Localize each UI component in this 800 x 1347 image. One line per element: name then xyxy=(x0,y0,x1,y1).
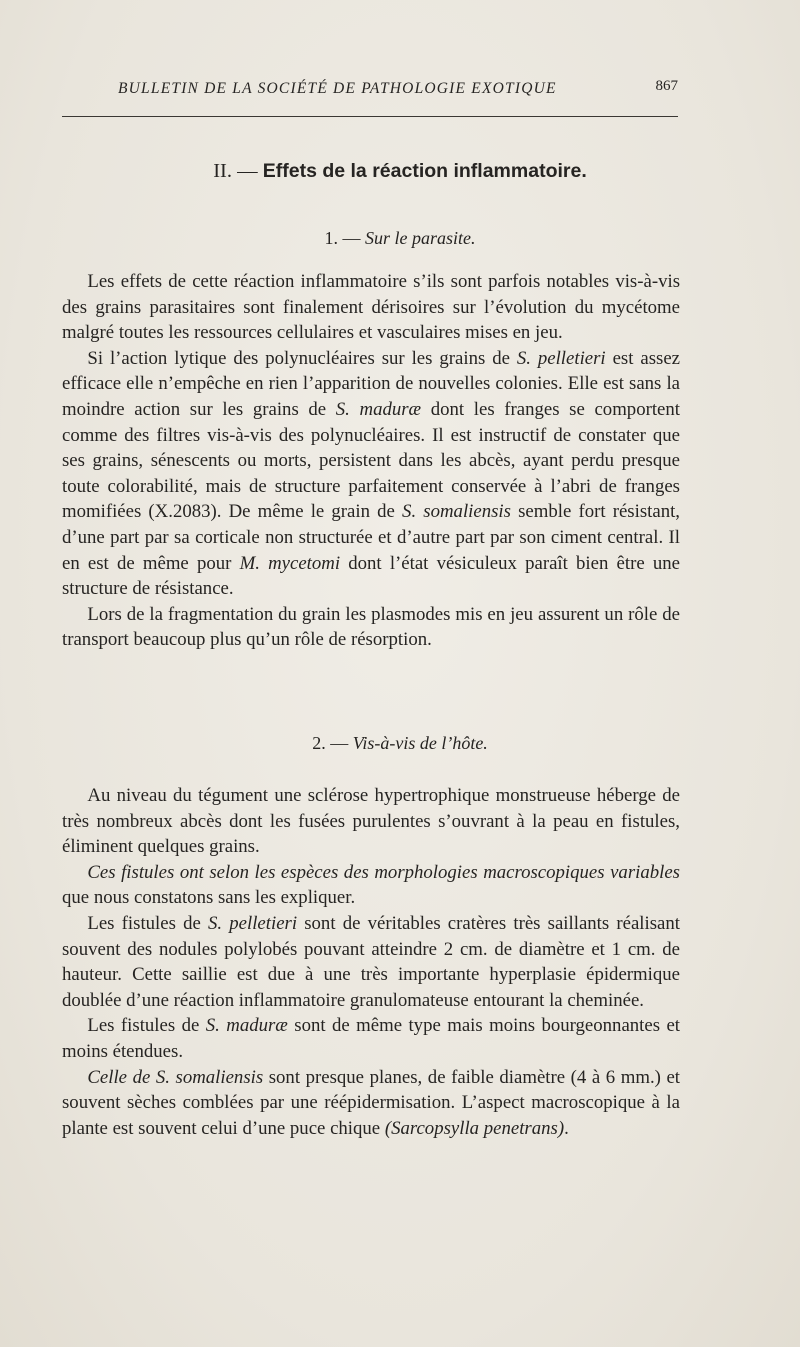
paragraph-text: Lors de la fragmentation du grain les plasmodes mis en jeu assurent un rôle de transport beaucoup plus qu’un rôle de résorption. xyxy=(62,603,680,651)
subsection-title-2: Vis-à-vis de l’hôte. xyxy=(352,733,488,753)
species-name: S. somaliensis xyxy=(402,501,511,523)
section-heading xyxy=(0,160,800,183)
section-title: Effets de la réaction inflammatoire. xyxy=(262,160,587,182)
subsection-title-1: Sur le parasite. xyxy=(365,228,476,248)
paragraph-text: sont de véritables cratères très saillants réalisant souvent des nodules polylobés pouvant atteindre 2 cm. de diamètre et 1 cm. de hauteur. Cette saillie est due à une très importante hyperplasie épidermique doublée d’une réaction inflammatoire granulomateuse entourant la cheminée. xyxy=(62,912,680,1011)
subsection-number-2: 2. — xyxy=(312,733,349,753)
paragraph xyxy=(62,860,680,911)
text-block-host xyxy=(62,783,680,1141)
paragraph-text: sont presque planes, de faible diamètre (4 à 6 mm.) et souvent sèches comblées par une réépidermisation. L’aspect macroscopique à la plante est souvent celui d’une puce chique xyxy=(62,1066,681,1139)
paragraph-text: Au niveau du tégument une sclérose hypertrophique monstrueuse héberge de très nombreux abcès dont les fusées purulentes s’ouvrant à la peau en fistules, éliminent quelques grains. xyxy=(62,785,680,858)
species-name: S. pelletieri xyxy=(516,347,606,369)
text-block-parasite xyxy=(62,269,680,653)
species-name: M. mycetomi xyxy=(239,552,341,574)
paragraph-text: que nous constatons sans les expliquer. xyxy=(62,887,356,909)
species-name: S. maduræ xyxy=(335,398,422,420)
paragraph-text: dont les franges se comportent comme des filtres vis-à-vis des polynucléaires. Il est instructif de constater que ses grains, sénescents ou morts, persistent dans les abcès, ayant perdu presque toute colorabilité, mais de structure parfaitement conservée à l’abri de franges momifiées (X.2083). De même le grain de xyxy=(62,398,681,523)
paragraph-text: Les fistules de xyxy=(87,1015,206,1037)
paragraph-text: dont l’état vésiculeux paraît bien être une structure de résistance. xyxy=(62,552,680,600)
paragraph xyxy=(62,346,680,602)
paragraph xyxy=(62,269,680,346)
subsection-heading-2 xyxy=(0,733,800,754)
species-name: S. pelletieri xyxy=(208,912,298,934)
section-number: II. — xyxy=(213,160,258,182)
italic-phrase: Celle de S. somaliensis xyxy=(87,1066,264,1088)
paragraph-text: Si l’action lytique des polynucléaires sur les grains de xyxy=(87,347,517,369)
subsection-heading-1 xyxy=(0,228,800,249)
header-rule xyxy=(62,116,678,117)
paragraph xyxy=(62,602,680,653)
paragraph xyxy=(62,911,680,1013)
italic-phrase: Ces fistules ont selon les espèces des morphologies macroscopiques variables xyxy=(87,861,680,883)
paragraph-text: semble fort résistant, d’une part par sa corticale non structurée et d’autre part par son ciment central. Il en est de même pour xyxy=(62,501,680,574)
running-title: BULLETIN DE LA SOCIÉTÉ DE PATHOLOGIE EXOTIQUE xyxy=(118,80,557,97)
paragraph-text: Les fistules de xyxy=(87,912,208,934)
species-name: S. maduræ xyxy=(205,1015,288,1037)
subsection-number-1: 1. — xyxy=(324,228,361,248)
paragraph xyxy=(62,783,680,860)
paragraph-text: est assez efficace elle n’empêche en rien l’apparition de nouvelles colonies. Elle est sans la moindre action sur les grains de xyxy=(62,347,680,420)
running-header xyxy=(62,78,678,102)
species-name: (Sarcopsylla penetrans) xyxy=(384,1117,565,1139)
page-number: 867 xyxy=(655,78,678,94)
paragraph-text: . xyxy=(564,1117,569,1139)
paragraph xyxy=(62,1013,680,1064)
paragraph-text: sont de même type mais moins bourgeonnantes et moins étendues. xyxy=(62,1015,681,1062)
paragraph-text: Les effets de cette réaction inflammatoire s’ils sont parfois notables vis-à-vis des grains parasitaires sont finalement dérisoires sur l’évolution du mycétome malgré toutes les ressources cellulaires et vasculaires mises en jeu. xyxy=(62,271,680,344)
paragraph xyxy=(62,1065,680,1142)
